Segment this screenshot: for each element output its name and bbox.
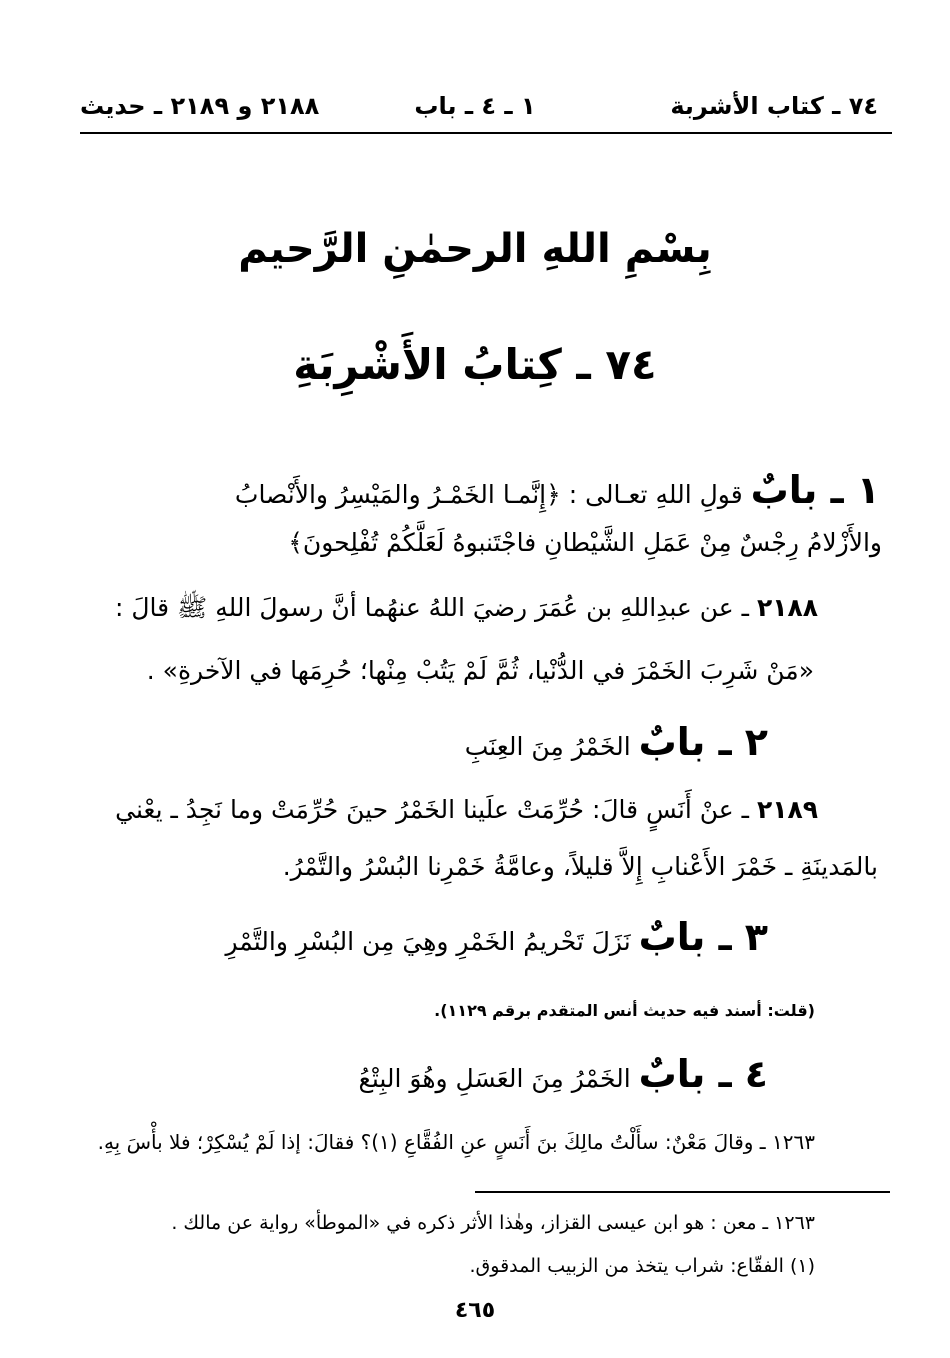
- hadith-2188-text: ـ عن عبدِاللهِ بن عُمَرَ رضيَ اللهُ عنهُما أنَّ رسولَ اللهِ ﷺ قالَ :: [115, 593, 749, 622]
- book-title: ٧٤ ـ كِتابُ الأَشْرِبَةِ: [293, 340, 657, 389]
- running-header-chapters: ١ ـ ٤ ـ باب: [414, 92, 536, 120]
- section-2-heading: ٢ ـ بابٌ: [638, 720, 768, 764]
- athar-1263: ١٢٦٣ ـ وقالَ مَعْنٌ: سأَلْتُ مالِكَ بنَ أَنَسٍ عنِ الفُقَّاعِ (١)؟ فقالَ: إذا لَمْ يُسْكِرْ؛ فلا بأْسَ بِهِ.: [97, 1130, 815, 1154]
- header-divider: [80, 132, 892, 134]
- hadith-2189-line-2: بالمَدينَةِ ـ خَمْرَ الأَعْنابِ إِلاَّ قليلاً، وعامَّةُ خَمْرِنا البُسْرُ والتَّمْرُ.: [282, 852, 878, 881]
- section-4-text: الخَمْرُ مِنَ العَسَلِ وهُوَ البِتْعُ: [358, 1064, 631, 1093]
- hadith-2188-number: ٢١٨٨: [756, 593, 818, 622]
- hadith-2189-number: ٢١٨٩: [756, 795, 818, 824]
- section-1-line-1: [235, 468, 880, 512]
- section-1-text: قولِ اللهِ تعـالى : ﴿إِنَّمـا الخَمْـرُ والمَيْسِرُ والأَنْصابُ: [234, 480, 743, 509]
- hadith-2188-line-1: [115, 592, 818, 629]
- running-header-book: ٧٤ ـ كتاب الأشربة: [670, 92, 878, 120]
- section-4-line: [359, 1052, 768, 1096]
- basmala: بِسْمِ اللهِ الرحمٰنِ الرَّحيم: [238, 226, 712, 272]
- hadith-2189-text: ـ عنْ أَنَسٍ قالَ: حُرِّمَتْ علَينا الخَمْرُ حينَ حُرِّمَتْ وما نَجِدُ ـ يعْني: [115, 795, 749, 824]
- section-3-line: [225, 915, 768, 959]
- footnote-divider: [475, 1191, 890, 1193]
- section-1-line-2: والأَزْلامُ رِجْسٌ مِنْ عَمَلِ الشَّيْطانِ فاجْتَنبوهُ لَعَلَّكُمْ تُفْلِحونَ﴾: [288, 528, 882, 557]
- running-header-hadith-range: ٢١٨٨ و ٢١٨٩ ـ حديث: [80, 92, 320, 120]
- hadith-2188-line-2: «مَنْ شَرِبَ الخَمْرَ في الدُّنْيا، ثُمَّ لَمْ يَتُبْ مِنْها؛ حُرِمَها في الآخرةِ» .: [146, 656, 814, 685]
- section-3-heading: ٣ ـ بابٌ: [638, 915, 768, 959]
- hadith-2189-line-1: [115, 795, 818, 824]
- section-2-text: الخَمْرُ مِنَ العِنَبِ: [464, 732, 631, 761]
- section-4-heading: ٤ ـ بابٌ: [638, 1052, 768, 1096]
- section-2-line: [465, 720, 768, 764]
- footnote-1263: ١٢٦٣ ـ معن : هو ابن عيسى القزاز، وهٰذا الأثر ذكره في «الموطأ» رواية عن مالك .: [171, 1212, 815, 1234]
- editor-note: (قلت: أسند فيه حديث أنس المتقدم برقم ١١٢٩).: [434, 1001, 815, 1020]
- section-3-text: نَزَلَ تَحْريمُ الخَمْرِ وهِيَ مِن البُسْرِ والتَّمْرِ: [225, 927, 631, 956]
- footnote-1: (١) الفقّاع: شراب يتخذ من الزبيب المدقوق.: [469, 1255, 815, 1277]
- page-number: ٤٦٥: [454, 1298, 496, 1323]
- section-1-heading: ١ ـ بابٌ: [750, 468, 880, 512]
